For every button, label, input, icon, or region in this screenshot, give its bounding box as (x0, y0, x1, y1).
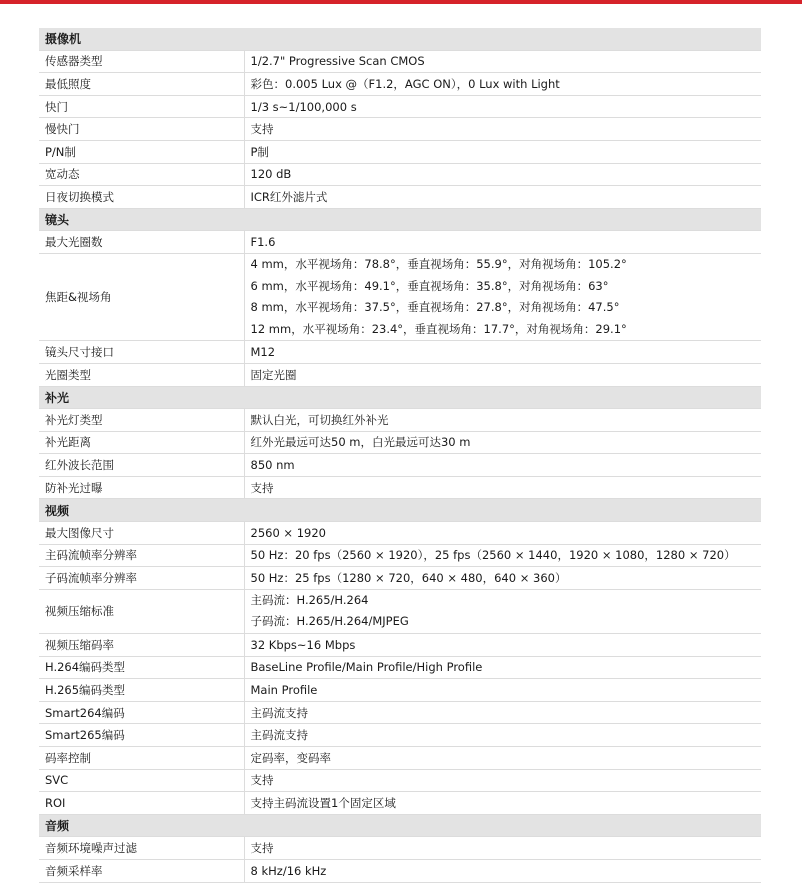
spec-value: 4 mm，水平视场角：78.8°，垂直视场角：55.9°，对角视场角：105.2° (250, 256, 627, 271)
spec-value: 1/2.7" Progressive Scan CMOS (250, 54, 425, 69)
spec-value: 1/3 s~1/100,000 s (250, 99, 357, 114)
spec-value-cell (244, 186, 761, 209)
spec-row (39, 409, 761, 432)
spec-value: 12 mm，水平视场角：23.4°，垂直视场角：17.7°，对角视场角：29.1° (250, 321, 627, 336)
spec-row (39, 431, 761, 454)
spec-row (39, 769, 761, 792)
section-title: 补光 (39, 386, 761, 409)
spec-row (39, 476, 761, 499)
spec-label: 宽动态 (39, 163, 244, 186)
spec-label: 视频压缩码率 (39, 634, 244, 657)
spec-row (39, 73, 761, 96)
spec-row (39, 634, 761, 657)
spec-row (39, 567, 761, 590)
spec-value: M12 (250, 345, 276, 360)
top-accent-bar (0, 0, 802, 4)
spec-row (39, 747, 761, 770)
section-title: 音频 (39, 814, 761, 837)
spec-value-cell (244, 724, 761, 747)
spec-row (39, 341, 761, 364)
spec-value-cell (244, 634, 761, 657)
spec-value-cell (244, 522, 761, 545)
spec-value: 固定光圈 (250, 367, 297, 382)
spec-value: 50 Hz：25 fps（1280 × 720，640 × 480，640 × 360） (250, 571, 567, 586)
section-header-row (39, 28, 761, 50)
spec-value-cell (244, 859, 761, 882)
spec-row (39, 837, 761, 860)
spec-value-cell (244, 679, 761, 702)
spec-value-cell (244, 792, 761, 815)
spec-value: 支持 (250, 841, 274, 856)
spec-value-cell (244, 837, 761, 860)
spec-value: ICR红外滤片式 (250, 189, 328, 204)
spec-row (39, 118, 761, 141)
spec-value-cell (244, 163, 761, 186)
spec-row (39, 701, 761, 724)
spec-value: 2560 × 1920 (250, 525, 326, 540)
spec-label: 红外波长范围 (39, 454, 244, 477)
spec-label: P/N制 (39, 140, 244, 163)
spec-row (39, 454, 761, 477)
spec-row (39, 859, 761, 882)
spec-value-cell (244, 454, 761, 477)
spec-value-cell (244, 231, 761, 254)
spec-value: P制 (250, 144, 269, 159)
spec-row (39, 724, 761, 747)
spec-value: 彩色：0.005 Lux @（F1.2，AGC ON），0 Lux with Light (250, 76, 560, 91)
spec-label: Smart264编码 (39, 701, 244, 724)
section-title: 摄像机 (39, 28, 761, 50)
spec-label: 视频压缩标准 (39, 589, 244, 633)
spec-table (39, 28, 761, 883)
spec-value: 支持主码流设置1个固定区域 (250, 795, 396, 810)
spec-label: 主码流帧率分辨率 (39, 544, 244, 567)
spec-label: 光圈类型 (39, 363, 244, 386)
spec-row (39, 186, 761, 209)
spec-label: 最大光圈数 (39, 231, 244, 254)
spec-row (39, 792, 761, 815)
spec-label: 最大图像尺寸 (39, 522, 244, 545)
spec-value: 主码流：H.265/H.264 (250, 592, 369, 607)
spec-label: 最低照度 (39, 73, 244, 96)
spec-label: 码率控制 (39, 747, 244, 770)
section-header-row (39, 499, 761, 522)
spec-value-cell (244, 567, 761, 590)
spec-value-cell (244, 253, 761, 340)
spec-value-cell (244, 341, 761, 364)
spec-label: 音频环境噪声过滤 (39, 837, 244, 860)
spec-value-cell (244, 589, 761, 633)
section-title: 视频 (39, 499, 761, 522)
section-header-row (39, 208, 761, 231)
spec-label: 慢快门 (39, 118, 244, 141)
spec-row (39, 163, 761, 186)
spec-row (39, 679, 761, 702)
spec-value: 850 nm (250, 458, 295, 473)
spec-row (39, 522, 761, 545)
spec-value: 主码流支持 (250, 728, 308, 743)
spec-label: 补光灯类型 (39, 409, 244, 432)
spec-value-cell (244, 409, 761, 432)
spec-label: H.265编码类型 (39, 679, 244, 702)
spec-value: 主码流支持 (250, 705, 308, 720)
section-header-row (39, 386, 761, 409)
spec-value: F1.6 (250, 235, 276, 250)
spec-label: 焦距&视场角 (39, 253, 244, 340)
spec-value-cell (244, 431, 761, 454)
spec-label: 防补光过曝 (39, 476, 244, 499)
spec-row (39, 231, 761, 254)
spec-value-cell (244, 73, 761, 96)
spec-value-cell (244, 656, 761, 679)
spec-value: 50 Hz：20 fps（2560 × 1920），25 fps（2560 × 1440，1920 × 1080，1280 × 720） (250, 548, 736, 563)
spec-label: 传感器类型 (39, 50, 244, 73)
spec-label: 快门 (39, 95, 244, 118)
spec-value: 8 mm，水平视场角：37.5°，垂直视场角：27.8°，对角视场角：47.5° (250, 300, 620, 315)
spec-label: 日夜切换模式 (39, 186, 244, 209)
spec-value: 8 kHz/16 kHz (250, 863, 327, 878)
spec-label: Smart265编码 (39, 724, 244, 747)
spec-row (39, 656, 761, 679)
spec-row (39, 544, 761, 567)
spec-row (39, 253, 761, 340)
spec-value: Main Profile (250, 683, 318, 698)
spec-row (39, 140, 761, 163)
spec-value: 支持 (250, 480, 274, 495)
spec-value-cell (244, 544, 761, 567)
spec-label: 子码流帧率分辨率 (39, 567, 244, 590)
spec-value-cell (244, 363, 761, 386)
spec-value-cell (244, 701, 761, 724)
spec-row (39, 50, 761, 73)
spec-table-body (39, 28, 761, 882)
spec-value: 红外光最远可达50 m，白光最远可达30 m (250, 435, 471, 450)
spec-value-cell (244, 50, 761, 73)
spec-value: 定码率，变码率 (250, 750, 331, 765)
spec-value-cell (244, 769, 761, 792)
spec-value: 120 dB (250, 167, 292, 182)
spec-value: 32 Kbps~16 Mbps (250, 637, 356, 652)
spec-label: 补光距离 (39, 431, 244, 454)
spec-label: ROI (39, 792, 244, 815)
spec-row (39, 589, 761, 633)
spec-row (39, 363, 761, 386)
spec-value: 6 mm，水平视场角：49.1°，垂直视场角：35.8°，对角视场角：63° (250, 278, 609, 293)
spec-value-cell (244, 95, 761, 118)
spec-value-cell (244, 747, 761, 770)
spec-label: SVC (39, 769, 244, 792)
spec-value: 支持 (250, 122, 274, 137)
section-header-row (39, 814, 761, 837)
spec-label: H.264编码类型 (39, 656, 244, 679)
section-title: 镜头 (39, 208, 761, 231)
spec-value: BaseLine Profile/Main Profile/High Profile (250, 660, 483, 675)
spec-value-cell (244, 140, 761, 163)
spec-value-cell (244, 476, 761, 499)
spec-label: 音频采样率 (39, 859, 244, 882)
spec-value: 子码流：H.265/H.264/MJPEG (250, 614, 409, 629)
spec-row (39, 95, 761, 118)
spec-value-cell (244, 118, 761, 141)
spec-value: 默认白光，可切换红外补光 (250, 412, 389, 427)
spec-value: 支持 (250, 773, 274, 788)
spec-label: 镜头尺寸接口 (39, 341, 244, 364)
